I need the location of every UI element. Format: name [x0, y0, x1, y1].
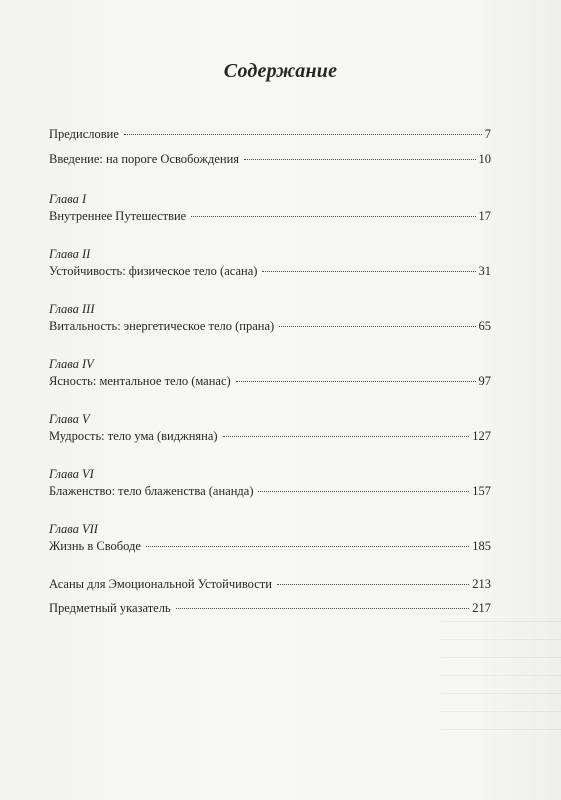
chapter-heading: Глава III — [49, 302, 95, 316]
toc-page-number: 97 — [478, 374, 491, 388]
dot-leader — [146, 546, 469, 547]
toc-entry-chapter — [49, 483, 491, 499]
toc-entry-label: Блаженство: тело блаженства (ананда) — [49, 484, 254, 498]
toc-page-number: 31 — [478, 264, 491, 278]
toc-entry-label: Асаны для Эмоциональной Устойчивости — [49, 577, 272, 591]
toc-entry-introduction — [49, 151, 491, 167]
toc-entry-chapter — [49, 538, 491, 554]
dot-leader — [223, 436, 470, 437]
toc-entry-label: Введение: на пороге Освобождения — [49, 152, 240, 166]
toc-entry-label: Внутреннее Путешествие — [49, 209, 187, 223]
toc-entry-label: Устойчивость: физическое тело (асана) — [49, 264, 258, 278]
dot-leader — [262, 271, 475, 272]
dot-leader — [176, 608, 470, 609]
chapter-heading: Глава II — [49, 247, 91, 261]
toc-entry-label: Жизнь в Свободе — [49, 539, 141, 553]
toc-page-number: 157 — [472, 484, 491, 498]
toc-page-number: 213 — [472, 577, 491, 591]
toc-page-number: 17 — [478, 209, 491, 223]
toc-entry-preface — [49, 126, 491, 142]
toc-page-number: 217 — [472, 601, 491, 615]
toc-entry-chapter — [49, 263, 491, 279]
toc-entry-chapter — [49, 428, 491, 444]
page-title: Содержание — [223, 60, 338, 82]
chapter-heading: Глава VI — [49, 467, 94, 481]
toc-page-number: 127 — [472, 429, 491, 443]
toc-entry-chapter — [49, 208, 491, 224]
dot-leader — [191, 216, 475, 217]
toc-entry-label: Мудрость: тело ума (виджняна) — [49, 429, 218, 443]
toc-page-number: 185 — [472, 539, 491, 553]
toc-entry-appendix — [49, 576, 491, 592]
chapter-heading: Глава V — [49, 412, 90, 426]
chapter-heading: Глава I — [49, 192, 87, 206]
dot-leader — [124, 134, 482, 135]
toc-page-number: 7 — [484, 127, 491, 141]
dot-leader — [244, 159, 475, 160]
show-through-text — [441, 610, 561, 730]
dot-leader — [236, 381, 476, 382]
toc-entry-label: Витальность: энергетическое тело (прана) — [49, 319, 275, 333]
toc-entry-chapter — [49, 373, 491, 389]
toc-entry-label: Ясность: ментальное тело (манас) — [49, 374, 231, 388]
toc-entry-label: Предметный указатель — [49, 601, 171, 615]
toc-page-number: 65 — [478, 319, 491, 333]
dot-leader — [277, 584, 469, 585]
dot-leader — [258, 491, 469, 492]
toc-entry-index — [49, 600, 491, 616]
chapter-heading: Глава VII — [49, 522, 98, 536]
dot-leader — [279, 326, 475, 327]
chapter-heading: Глава IV — [49, 357, 94, 371]
toc-entry-chapter — [49, 318, 491, 334]
toc-entry-label: Предисловие — [49, 127, 119, 141]
toc-page-number: 10 — [478, 152, 491, 166]
